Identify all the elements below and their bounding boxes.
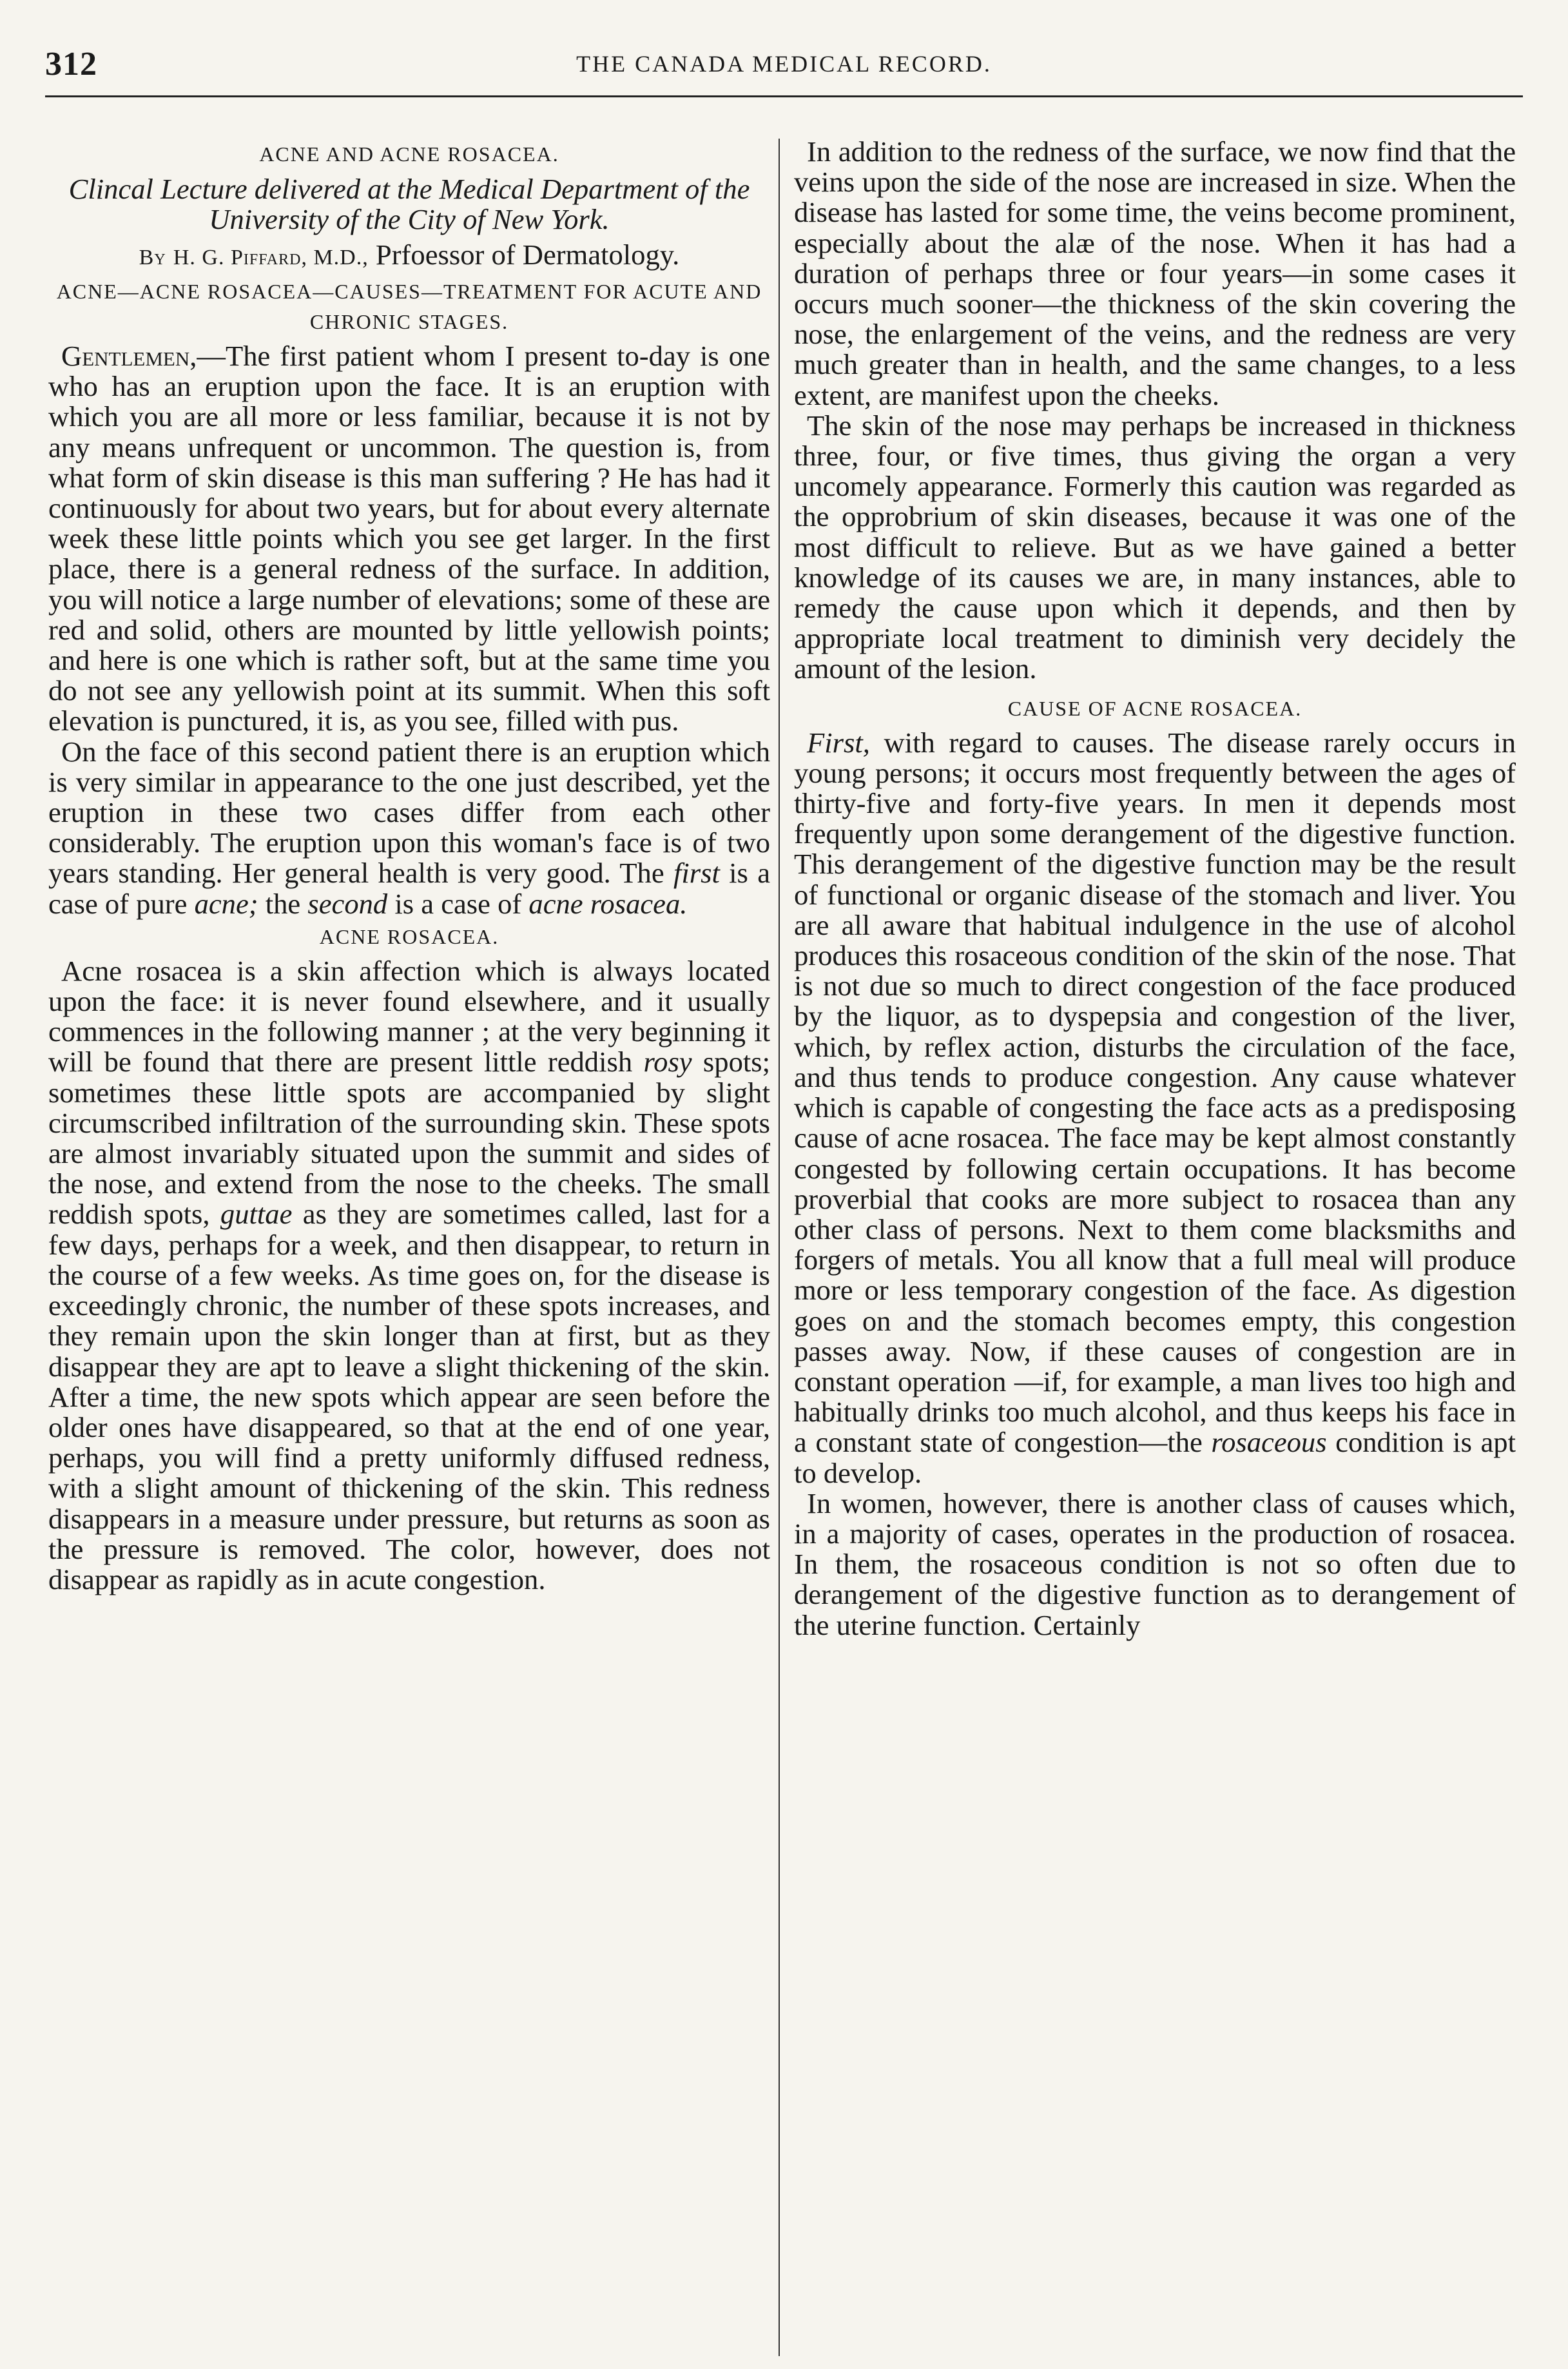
page-number: 312 [45, 46, 97, 83]
paragraph-text: condition is apt to develop. [794, 1426, 1516, 1489]
right-column [794, 137, 1516, 1641]
running-title: THE CANADA MEDICAL RECORD. [576, 51, 992, 77]
paragraph-5: The skin of the nose may perhaps be increased in thickness three, four, or five times, thus giving the organ a very uncomely appearance. Formerly this caution was regarded as the opprobrium of skin diseases, because it was one of the most difficult to relieve. But as we have gained a better knowledge of its causes we are, in many instances, able to remedy the cause upon which it depends, and then by appropriate local treatment to diminish very decidely the amount of the lesion. [794, 409, 1516, 685]
paragraph-text: with regard to causes. The disease rarely occurs in young persons; it occurs most frequently between the ages of thirty-five and forty-five years. In men it depends most frequently upon some derangement of the digestive function. This derangement of the digestive function may be the result of functional or organic disease of the stomach and liver. You are all aware that habitual indulgence in the use of alcohol produces this rosaceous condition of the skin of the nose. That is not due so much to direct congestion of the face produced by the liquor, as to dyspepsia and congestion of the liver, which, by reflex action, disturbs the circulation of the face, and thus tends to produce congestion. Any cause whatever which is capable of congesting the face acts as a predisposing cause of acne rosacea. The face may be kept almost constantly congested by following certain occupations. It has become proverbial that cooks are more subject to rosacea than any other class of persons. Next to them come blacksmiths and forgers of metals. You all know that a full meal will produce more or less temporary congestion of the face. As digestion goes on and the stomach becomes empty, this congestion passes away. Now, if these causes of congestion are in constant operation —if, for example, a man lives too high and habitually drinks too much alcohol, and thus keeps his face in a constant state of congestion—the [794, 726, 1516, 1459]
emphasis: acne; [194, 887, 258, 920]
paragraph-text: the [258, 887, 308, 920]
header-rule [45, 95, 1523, 97]
paragraph-text: —The first patient whom I present to-day is one who has an eruption upon the face. It is an eruption with which you are all more or less familiar, because it is not by any means unfrequent or uncommon. The question is, from what form of skin disease is this man suffering ? He has had it continuously for about two years, but for about every alternate week these little points which you see get larger. In the first place, there is a general redness of the surface. In addition, you will notice a large number of elevations; some of these are red and solid, others are mounted by little yellowish points; and here is one which is rather soft, but at the same time you do not see any yellowish point at its summit. When this soft elevation is punctured, it is, as you see, filled with pus. [48, 340, 770, 737]
paragraph-3 [48, 956, 770, 1595]
emphasis: rosy [643, 1046, 692, 1078]
cause-heading: CAUSE OF ACNE ROSACEA. [1007, 696, 1302, 720]
paragraph-lead: Gentlemen, [61, 340, 197, 372]
paragraph-text: is a case of [387, 887, 529, 920]
byline-prefix: By [139, 246, 166, 269]
paragraph-text: On the face of this second patient there is an eruption which is very similar in appearance to the one just described, yet the eruption in these two cases differ from each other considerably. The eruption upon this woman's face is of two years standing. Her general health is very good. The [48, 735, 770, 890]
byline [48, 240, 770, 273]
left-column [48, 137, 770, 1595]
paragraph-1 [48, 341, 770, 737]
byline-suffix: Prfoessor of Dermatology. [375, 239, 680, 271]
section-heading: ACNE—ACNE ROSACEA—CAUSES—TREATMENT FOR ACUTE AND CHRONIC STAGES. [56, 280, 762, 333]
paragraph-6 [794, 728, 1516, 1488]
byline-name: H. G. Piffard, M.D., [173, 246, 369, 269]
emphasis: First, [807, 726, 870, 759]
emphasis: first [673, 857, 720, 890]
paragraph-text: as they are sometimes called, last for a few days, perhaps for a week, and then disappear, to return in the course of a few weeks. As time goes on, for the disease is exceedingly chronic, the number of these spots increases, and they remain upon the skin longer than at first, but as they disappear they are apt to leave a slight thickening of the skin. After a time, the new spots which appear are seen before the older ones have disappeared, so that at the end of one year, perhaps, you will find a pretty uniformly diffused redness, with a slight amount of thickening of the skin. This redness disappears in a measure under pressure, but returns as soon as the pressure is removed. The color, however, does not disappear as rapidly as in acute congestion. [48, 1198, 770, 1595]
paragraph-text: Acne rosacea is a skin affection which is always located upon the face: it is never found elsewhere, and it usually commences in the following manner ; at the very beginning it will be found that there are present little reddish [48, 954, 770, 1078]
emphasis: acne rosacea. [528, 887, 688, 920]
emphasis: guttae [220, 1198, 293, 1231]
article-title: ACNE AND ACNE ROSACEA. [259, 142, 559, 166]
column-divider [779, 139, 780, 2356]
emphasis: rosaceous [1211, 1426, 1327, 1459]
emphasis: second [307, 887, 388, 920]
paragraph-2 [48, 737, 770, 919]
article-subtitle: Clincal Lecture delivered at the Medical Department of the University of the City of New York. [68, 173, 750, 235]
paragraph-text: spots; sometimes these little spots are accompanied by slight circumscribed infiltration of the surrounding skin. These spots are almost invariably situated upon the summit and sides of the nose, and extend from the nose to the cheeks. The small reddish spots, [48, 1046, 770, 1231]
paragraph-4: In addition to the redness of the surface, we now find that the veins upon the side of the nose are increased in size. When the disease has lasted for some time, the veins become prominent, especially about the alæ of the nose. When it has had a duration of perhaps three or four years—in some cases it occurs much sooner—the thickness of the skin covering the nose, the enlargement of the veins, and the redness are very much greater than in health, and the same changes, to a less extent, are manifest upon the cheeks. [794, 135, 1516, 411]
paragraph-7: In women, however, there is another class of causes which, in a majority of cases, operates in the production of rosacea. In them, the rosaceous condition is not so often due to derangement of the digestive function as to derangement of the uterine function. Certainly [794, 1487, 1516, 1641]
page-header [45, 45, 1523, 97]
acne-rosacea-heading: ACNE ROSACEA. [319, 924, 499, 948]
paragraph-text: is a case of pure [48, 857, 770, 920]
